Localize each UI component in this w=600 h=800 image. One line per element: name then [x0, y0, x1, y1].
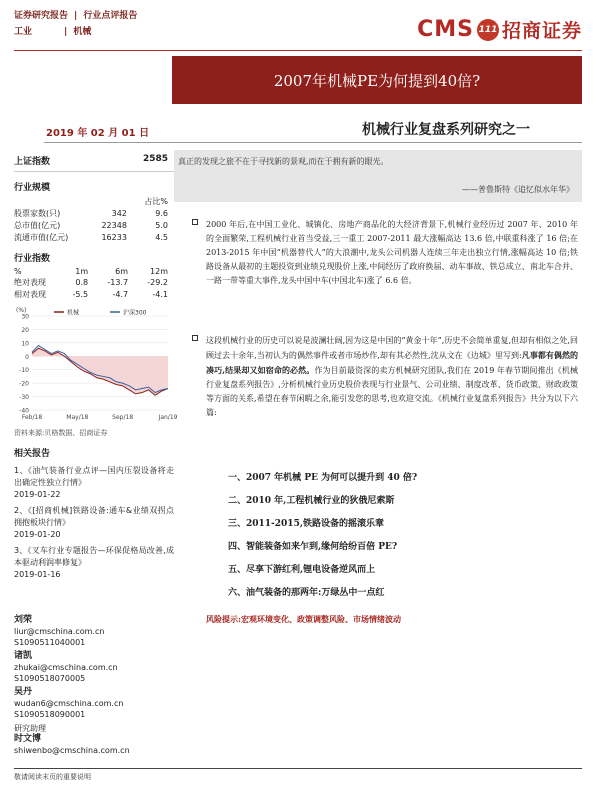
title-divider — [44, 142, 582, 143]
perf-table — [14, 266, 174, 300]
author-email[interactable]: zhukai@cmschina.com.cn — [14, 663, 118, 672]
paragraph-2-text-cont: 作为目前最资深的卖方机械研究团队,我们在 2019 年春节期间推出《机械行业复盘系列报告》,分析机械行业历史股价表现与行业景气、公司业绩、制度改革、货币政策、财政政策等方面的关系,希望在春节闲暇之余,能引发您的思考,也欢迎交流。《机械行业复盘系列报告》共分为以下六篇: — [206, 366, 578, 417]
related-report-title[interactable]: 3、《叉车行业专题报告—环保促格局改善,成本驱动利润率修复》 — [14, 546, 174, 567]
x-tick-label: May/18 — [66, 414, 89, 421]
perf-heading: 行业指数 — [14, 254, 51, 264]
table-row — [14, 207, 174, 219]
logo-latin: CMS — [417, 17, 474, 42]
logo-chinese: 招商证券 — [501, 20, 582, 42]
related-report-item[interactable] — [14, 465, 174, 501]
y-tick-label: -40 — [19, 407, 29, 415]
bullet-icon — [192, 335, 198, 341]
scale-label: 流通市值(亿元) — [14, 232, 69, 242]
scale-label: 股票家数(只) — [14, 208, 61, 218]
y-tick-label: 10 — [21, 340, 29, 348]
table-row — [14, 288, 174, 300]
area-fill — [32, 348, 168, 395]
author-name: 吴丹 — [14, 687, 33, 697]
perf-value: 0.8 — [75, 277, 89, 287]
author-email[interactable]: liur@cmschina.com.cn — [14, 627, 105, 636]
header-divider — [14, 50, 582, 51]
scale-ratio-header: 占比% — [144, 196, 168, 206]
quote-text: 真正的发现之旅不在于寻找新的景观,而在于拥有新的眼光。 — [178, 157, 389, 166]
bullet-icon — [192, 219, 198, 225]
footer-divider — [14, 768, 582, 769]
table-row — [14, 219, 174, 231]
scale-value: 342 — [111, 208, 127, 218]
report-type-tag: 证券研究报告 — [14, 11, 69, 21]
cms-logo — [417, 16, 582, 43]
legend-label: 沪深300 — [123, 309, 147, 317]
scale-heading: 行业规模 — [14, 183, 51, 193]
author-id: S1090518090001 — [14, 710, 86, 719]
scale-value: 16233 — [101, 232, 127, 242]
paragraph-2-emphasis: 凡事都有偶然的凑巧,结果却又如宿命的必然。 — [206, 350, 578, 375]
sector-tag: 工业 — [14, 27, 33, 37]
y-tick-label: -10 — [19, 367, 29, 375]
related-report-item[interactable] — [14, 505, 174, 541]
toc-item: 五、尽享下游红利,锂电设备逆风而上 — [228, 565, 376, 575]
table-row — [14, 231, 174, 243]
quote-author: ——普鲁斯特《追忆似水年华》 — [462, 185, 574, 194]
performance-chart — [14, 306, 178, 426]
paragraph-1-text: 2000 年后,在中国工业化、城镇化、房地产商品化的大经济背景下,机械行业经历过 2007 年、2010 年的全面繁荣,工程机械行业首当受益,三一重工 2007-2011 最大涨幅高达 13.6 倍,中联重科涨了 16 倍;在 2013-2015 年中国“机器替代人”的大浪潮中,龙头公司机器人连续三年走出独立行情,涨幅高达 10 倍;铁路设备从最初的主题投资到业绩兑现股价上涨,中间经历了政府换届、动车事故、铁总成立、南北车合并、一路一带等重大事件,龙头中国中车(中国北车)涨了 6.6 倍。 — [206, 220, 578, 285]
perf-value: -5.5 — [72, 289, 89, 299]
assistant-role: 研究助理 — [14, 724, 46, 733]
y-tick-label: -20 — [19, 380, 29, 388]
perf-col-header: % — [14, 266, 22, 276]
index-value: 2585 — [142, 154, 168, 164]
assistant-name: 时文博 — [14, 734, 42, 744]
scale-pct: 9.6 — [155, 208, 168, 218]
scale-pct: 4.5 — [155, 232, 168, 242]
risk-notice: 风险提示:宏观环境变化、政策调整风险、市场情绪波动 — [206, 614, 401, 624]
toc-item: 六、油气装备的那两年:万绿丛中一点红 — [228, 588, 385, 598]
perf-col-header: 1m — [75, 266, 89, 276]
perf-label: 相对表现 — [14, 289, 46, 299]
perf-value: -13.7 — [107, 277, 129, 287]
toc-item: 三、2011-2015,铁路设备的摇滚乐章 — [228, 519, 384, 529]
toc-list — [228, 470, 588, 608]
x-tick-label: Feb/18 — [21, 414, 43, 421]
x-tick-label: Jan/19 — [158, 414, 178, 421]
legend-label: 机械 — [67, 309, 80, 317]
y-tick-label: -30 — [19, 394, 29, 402]
author-name: 诸凯 — [14, 651, 33, 661]
perf-col-header: 6m — [115, 266, 129, 276]
toc-item: 四、智能装备如来乍到,缘何给纷百倍 PE? — [228, 542, 398, 552]
performance-chart-svg — [14, 306, 178, 426]
y-tick-label: 30 — [21, 313, 29, 321]
perf-value: -4.7 — [112, 289, 129, 299]
scale-value: 22348 — [101, 220, 127, 230]
author-name: 刘荣 — [14, 615, 33, 625]
x-tick-label: Sep/18 — [112, 414, 134, 421]
chart-source: 资料来源:贝格数据、招商证券 — [14, 429, 108, 437]
toc-item: 二、2010 年,工程机械行业的狄俄尼索斯 — [228, 496, 395, 506]
index-row — [14, 150, 174, 172]
related-report-date: 2019-01-22 — [14, 490, 61, 499]
perf-col-header: 12m — [150, 266, 168, 276]
assistant-email[interactable]: shiwenbo@cmschina.com.cn — [14, 746, 130, 755]
perf-label: 绝对表现 — [14, 277, 46, 287]
sidebar — [14, 150, 178, 581]
related-heading: 相关报告 — [14, 449, 51, 459]
author-email[interactable]: wudan6@cmschina.com.cn — [14, 699, 124, 708]
toc-item: 一、2007 年机械 PE 为何可以提升到 40 倍? — [228, 473, 418, 483]
paragraph-2 — [206, 334, 578, 420]
related-report-item[interactable] — [14, 545, 174, 581]
author-list — [14, 612, 174, 756]
perf-value: -29.2 — [147, 277, 168, 287]
y-tick-label: 0 — [25, 353, 29, 361]
scale-table — [14, 195, 174, 243]
report-title: 2007年机械PE为何提到40倍? — [273, 71, 481, 90]
report-subtype-tag: 行业点评报告 — [83, 11, 138, 21]
table-row — [14, 276, 174, 288]
author-id: S1090511040001 — [14, 638, 86, 647]
logo-seal-icon: 111 — [477, 19, 499, 41]
scale-label: 总市值(亿元) — [14, 220, 61, 230]
paragraph-2-text: 这段机械行业的历史可以说是波澜壮阔,因为这是中国的“黄金十年”,历史不会简单重复,但却有相似之处,回顾过去十余年,当初认为的偶然事件或者市场炒作,却有其必然性,沈从文在《边城》里写到: — [206, 336, 578, 360]
perf-value: -4.1 — [152, 289, 168, 299]
report-tags: 证券研究报告 | 行业点评报告 工业 | 机械 — [14, 8, 137, 40]
report-date: 2019 年 02 月 01 日 — [46, 128, 150, 139]
y-axis-label: (%) — [16, 307, 27, 314]
author-id: S1090518070005 — [14, 674, 86, 683]
index-label: 上证指数 — [14, 157, 51, 167]
paragraph-1 — [206, 218, 578, 288]
related-report-title[interactable]: 2、《[招商机械]铁路设备:通车&业绩双拐点 拥抱板块行情》 — [14, 506, 174, 527]
sub-sector-tag: 机械 — [73, 27, 92, 37]
series-title: 机械行业复盘系列研究之一 — [362, 122, 530, 138]
scale-pct: 5.0 — [155, 220, 168, 230]
report-title-banner — [172, 56, 582, 104]
related-report-title[interactable]: 1、《油气装备行业点评—国内压裂设备将走出确定性独立行情》 — [14, 466, 174, 487]
footer-disclaimer: 敬请阅读末页的重要说明 — [14, 773, 91, 781]
y-tick-label: 20 — [21, 326, 29, 334]
related-report-date: 2019-01-20 — [14, 530, 61, 539]
related-report-date: 2019-01-16 — [14, 570, 61, 579]
